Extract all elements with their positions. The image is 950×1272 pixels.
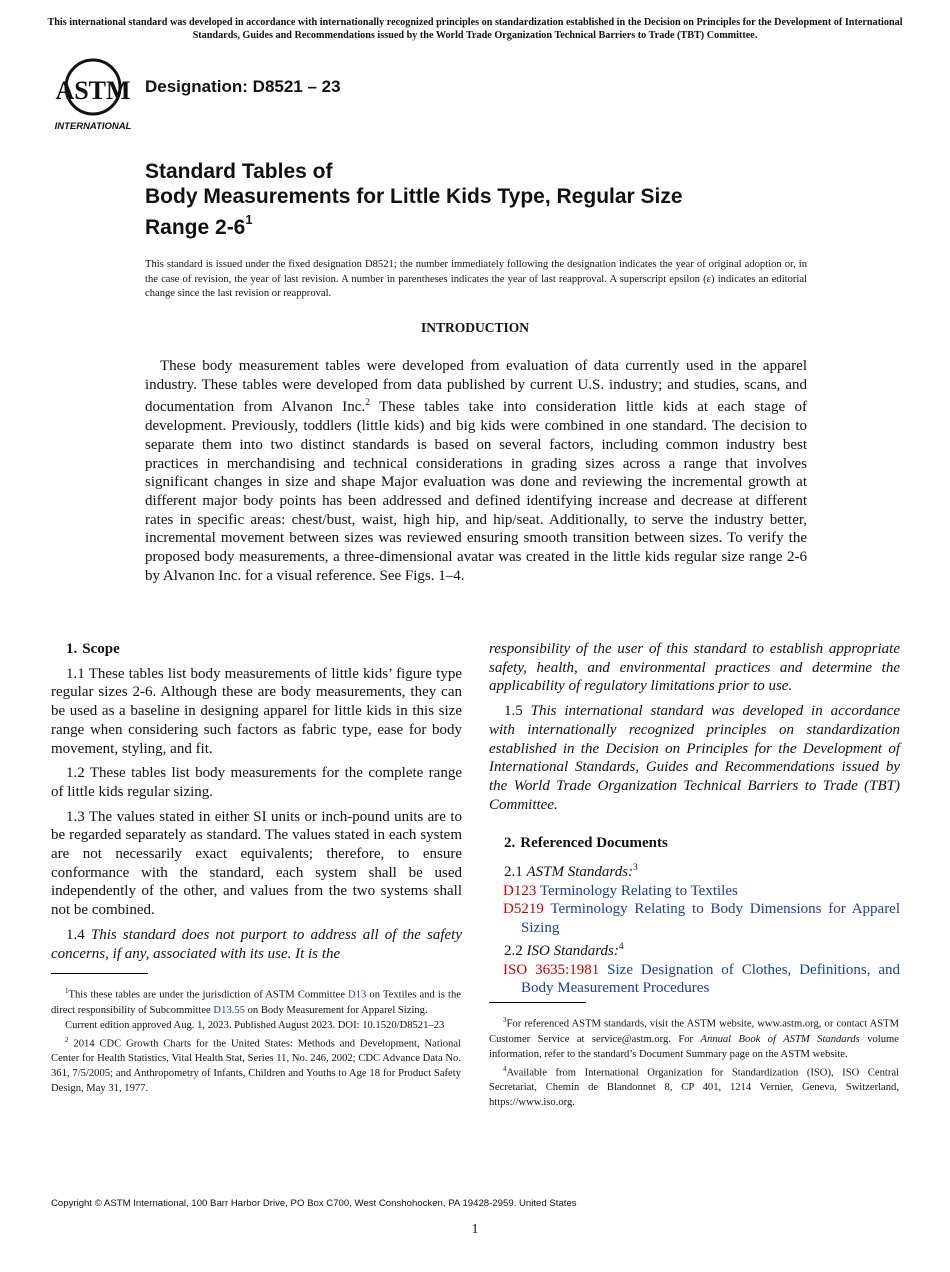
introduction-text xyxy=(145,357,807,585)
paragraph-text: The values stated in either SI units or inch-pound units are to be regarded separately as standard. The values stated in each system are not necessarily exact equivalents; therefore, to ensure conformance with the standard, each system shall be used independently of the other, and values from the two systems shall not be combined. xyxy=(51,808,463,919)
subsection-label: ASTM Standards: xyxy=(526,864,634,881)
title-line-2: Body Measurements for Little Kids Type, Regular Size xyxy=(145,185,683,208)
paragraph-number: 1.1 xyxy=(66,665,85,682)
footnote-3 xyxy=(489,1013,899,1062)
reference-d123[interactable] xyxy=(489,882,900,901)
title-footnote-mark: 1 xyxy=(245,212,253,227)
subcommittee-d13-55-link[interactable]: D13.55 xyxy=(213,1004,245,1016)
intro-footnote-mark: 2 xyxy=(365,398,370,409)
paragraph-number: 2.2 xyxy=(504,942,523,959)
issue-note: This standard is issued under the fixed designation D8521; the number immediately following the designation indicates the year of original adoption or, in the case of revision, the year of last revision. A number in parentheses indicates the year of last reapproval. A superscript epsilon (ε) indicates an editorial change since the last revision or reapproval. xyxy=(145,259,807,299)
reference-iso-3635[interactable] xyxy=(489,961,900,998)
paragraph-number: 2.1 xyxy=(504,864,523,881)
paragraph-text: This standard does not purport to address all of the safety concerns, if any, associated with its use. It is the xyxy=(51,926,463,962)
referenced-documents-number: 2. xyxy=(504,835,516,852)
page-number: 1 xyxy=(471,1221,479,1236)
paragraph-2-2 xyxy=(489,938,900,961)
footnote-text: For referenced ASTM standards, visit the ASTM website, www.astm.org, or contact ASTM Customer Service at service@astm.org. For xyxy=(489,1018,899,1045)
right-column xyxy=(489,640,900,998)
top-notice: This international standard was developed in accordance with internationally recognized principles on standardization established in the Decision on Principles for the Development of International Standards, Guides and Recommendations issued by the World Trade Organization Technical Barriers to Trade (TBT) Committee. xyxy=(47,17,903,41)
scope-title: Scope xyxy=(82,641,120,657)
intro-text-part-2: These tables take into consideration little kids at each stage of development. Previously, toddlers (little kids) and big kids were combined in one standard. The decision to separate them into two distinct standards is based on several factors, including common industry best practices in merchandising and technical considerations in grading sizes across a range that involves significant changes in size and shape Major evaluation was done and reviewing the incremental growth at different major body points has been addressed and defined identifying increase and decrease at different rates in specific areas: chest/bust, waist, high hip, and hip/seat. Additionally, to serve the industry better, incremental movement between sizes was reviewed ensuring smooth transition between sizes. To verify the proposed body measurements, a three-dimensional avatar was created in the little kids regular size range 2-6 by Alvanon Inc. for a visual reference. See Figs. 1–4. xyxy=(145,399,807,584)
logo-mark: ASTM xyxy=(55,76,131,105)
footnote-separator-right xyxy=(489,1002,586,1003)
footnote-mark: 4 xyxy=(618,941,624,952)
paragraph-1-3 xyxy=(51,808,462,920)
footnote-text: on Body Measurement for Apparel Sizing. xyxy=(244,1004,428,1016)
logo-subtitle: INTERNATIONAL xyxy=(54,121,132,132)
footnote-mark: 3 xyxy=(633,863,638,874)
paragraph-text: This international standard was developed in accordance with internationally recognized principles on standardization established in the Decision on Principles for the Development of International Standards, Guides and Recommendations issued by the World Trade Organization Technical Barriers to Trade (TBT) Committee. xyxy=(489,703,901,813)
reference-d5219[interactable] xyxy=(489,900,900,937)
footnote-text: on Textiles and is the direct responsibility of Subcommittee xyxy=(51,989,461,1016)
footnote-mark: 4 xyxy=(503,1064,507,1073)
paragraph-1-4 xyxy=(51,926,462,963)
title-line-3-text: Range 2-6 xyxy=(145,216,246,239)
footnote-1 xyxy=(51,984,461,1018)
intro-text-part-1: These body measurement tables were developed from evaluation of data currently used in the apparel industry. These tables were developed from data published by current U.S. industry; and studies, scans, and documentation from Alvanon Inc. xyxy=(145,358,807,416)
referenced-documents-title: Referenced Documents xyxy=(520,835,668,852)
paragraph-1-2 xyxy=(51,764,462,801)
footnote-mark: 2 xyxy=(65,1035,69,1044)
reference-title-link[interactable]: Size Designation of Clothes, Definitions, and Body Measurement Procedures xyxy=(521,961,901,997)
reference-code[interactable]: ISO 3635:1981 xyxy=(503,961,600,978)
paragraph-1-4-continued xyxy=(489,640,900,696)
reference-title-link[interactable]: Terminology Relating to Body Dimensions for Apparel Sizing xyxy=(521,901,901,937)
committee-d13-link[interactable]: D13 xyxy=(348,989,367,1001)
footnote-2 xyxy=(51,1033,461,1097)
paragraph-number: 1.2 xyxy=(66,765,85,782)
footnotes-right xyxy=(489,1013,899,1110)
title-line-1: Standard Tables of xyxy=(145,160,333,183)
paragraph-number: 1.5 xyxy=(504,703,523,720)
scope-number: 1. xyxy=(66,641,78,657)
copyright: Copyright © ASTM International, 100 Barr Harbor Drive, PO Box C700, West Conshohocken, PA 19428-2959. United States xyxy=(51,1198,577,1209)
reference-code[interactable]: D123 xyxy=(503,882,537,899)
scope-heading xyxy=(51,640,462,659)
reference-title-link[interactable]: Terminology Relating to Textiles xyxy=(539,882,738,899)
footnotes-left xyxy=(51,984,461,1096)
paragraph-number: 1.3 xyxy=(66,808,85,825)
paragraph-text: These tables list body measurements for the complete range of little kids regular sizing. xyxy=(51,765,462,800)
footnote-mark: 3 xyxy=(503,1016,507,1024)
paragraph-number: 1.4 xyxy=(66,926,85,943)
title-line-3 xyxy=(145,209,683,240)
paragraph-2-1 xyxy=(489,859,900,882)
introduction-heading: INTRODUCTION xyxy=(420,320,529,335)
footnote-text: This these tables are under the jurisdiction of ASTM Committee xyxy=(68,989,349,1001)
paragraph-1-5 xyxy=(489,702,900,814)
footnote-mark: 1 xyxy=(65,987,69,995)
paragraph-1-1 xyxy=(51,665,462,759)
left-column xyxy=(51,640,462,969)
paragraph-text: These tables list body measurements of little kids’ figure type regular sizes 2-6. Although these are body measurements, they can be used as a baseline in designing apparel for little kids in this size range when considering such factors as fabric type, ease for body movement, styling, and fit. xyxy=(51,665,462,757)
footnote-separator-left xyxy=(51,973,148,974)
paragraph-text: responsibility of the user of this standard to establish appropriate safety, health, and environmental practices and determine the applicability of regulatory limitations prior to use. xyxy=(489,641,900,695)
footnote-edition: Current edition approved Aug. 1, 2023. Published August 2023. DOI: 10.1520/D8521–23 xyxy=(65,1019,445,1031)
footnote-text: 2014 CDC Growth Charts for the United States: Methods and Development, National Center for Health Statistics, Vital Health Stat, Series 11, No. 246, 2002; CDC Advance Data No. 361, 7/5/2005; and Anthropometry of Infants, Children and Youths to Age 18 for Product Safety Design, May 31, 1977. xyxy=(51,1038,461,1095)
designation: Designation: D8521 – 23 xyxy=(145,77,341,96)
footnote-text: volume information, refer to the standard’s Document Summary page on the ASTM website. xyxy=(489,1033,899,1060)
footnote-italic: Annual Book of ASTM Standards xyxy=(700,1033,860,1045)
reference-code[interactable]: D5219 xyxy=(503,901,544,918)
referenced-documents-heading xyxy=(489,834,900,853)
subsection-label: ISO Standards: xyxy=(526,942,619,959)
astm-logo xyxy=(50,55,136,133)
footnote-text: Available from International Organization for Standardization (ISO), ISO Central Secretariat, Chemin de Blandonnet 8, CP 401, 1214 Vernier, Geneva, Switzerland, https://www.iso.org. xyxy=(489,1067,899,1109)
footnote-4 xyxy=(489,1062,899,1111)
standard-title xyxy=(145,159,683,240)
